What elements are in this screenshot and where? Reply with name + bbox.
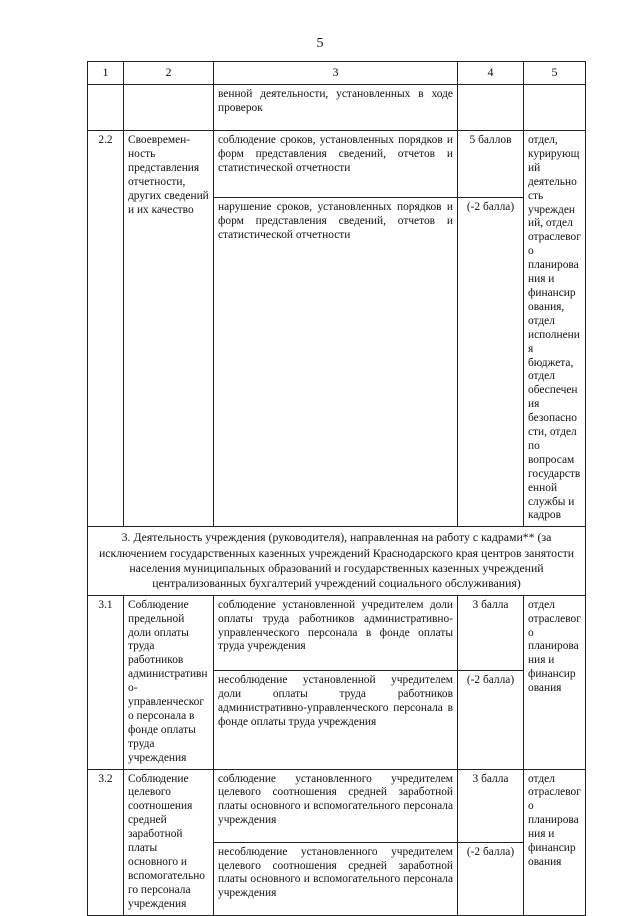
header-cell-3: 3 xyxy=(214,62,458,85)
table-row-3-2-a xyxy=(88,769,586,842)
row-number: 3.2 xyxy=(88,769,124,915)
score-cell: (-2 балла) xyxy=(458,197,524,527)
score-cell: 3 балла xyxy=(458,595,524,670)
criterion-cell: соблюдение установленного учредителем целевого соотношения средней заработной платы основного и вспомогательного персонала учреждения xyxy=(214,769,458,842)
responsible-cell: отдел отраслевого планирования и финансирования xyxy=(524,595,586,769)
header-cell-5: 5 xyxy=(524,62,586,85)
table-header-row xyxy=(88,62,586,85)
header-cell-2: 2 xyxy=(124,62,214,85)
table-row-2-2-a xyxy=(88,131,586,198)
criterion-cell: несоблюдение установленного учредителем целевого соотношения средней заработной платы основного и вспомогательного персонала учреждения xyxy=(214,842,458,915)
continuation-criterion: венной деятельности, установленных в ходе проверок xyxy=(214,85,458,131)
header-cell-4: 4 xyxy=(458,62,524,85)
row-number: 2.2 xyxy=(88,131,124,527)
criterion-cell: соблюдение сроков, установленных порядков и форм представления сведений, отчетов и статистической отчетности xyxy=(214,131,458,198)
criterion-cell: нарушение сроков, установленных порядков и форм представления сведений, отчетов и статистической отчетности xyxy=(214,197,458,527)
table-row-3-1-a xyxy=(88,595,586,670)
indicator-cell: Соблюдение предельной доли оплаты труда работников административно-управленческого персонала в фонде оплаты труда учреждения xyxy=(124,595,214,769)
indicator-cell: Соблюдение целевого соотношения средней заработной платы основного и вспомогательного персонала учреждения xyxy=(124,769,214,915)
page-number: 5 xyxy=(316,36,324,51)
score-cell: 5 баллов xyxy=(458,131,524,198)
criteria-table xyxy=(87,61,586,916)
score-cell: (-2 балла) xyxy=(458,842,524,915)
criterion-cell: несоблюдение установленной учредителем доли оплаты труда работников административно-управленческого персонала в фонде оплаты труда учреждения xyxy=(214,671,458,769)
score-cell: (-2 балла) xyxy=(458,671,524,769)
continuation-row xyxy=(88,85,586,131)
responsible-cell: отдел, курирующий деятельность учреждений, отдел отраслевого планирования и финансирования, отдел исполнения бюджета, отдел обеспечения безопасности, отдел по вопросам государственной службы и кадров xyxy=(524,131,586,527)
header-cell-1: 1 xyxy=(88,62,124,85)
indicator-cell: Своевремен-ность представления отчетности, других сведений и их качество xyxy=(124,131,214,527)
responsible-cell: отдел отраслевого планирования и финансирования xyxy=(524,769,586,915)
score-cell: 3 балла xyxy=(458,769,524,842)
criterion-cell: соблюдение установленной учредителем доли оплаты труда работников административно-управленческого персонала в фонде оплаты труда учреждения xyxy=(214,595,458,670)
row-number: 3.1 xyxy=(88,595,124,769)
section-title: 3. Деятельность учреждения (руководителя), направленная на работу с кадрами** (за исключением государственных казенных учреждений Краснодарского края центров занятости населения муниципальных образований и государственных казенных учреждений централизованных бухгалтерий учреждений социального обслуживания) xyxy=(88,527,586,595)
section-3-row xyxy=(88,527,586,595)
